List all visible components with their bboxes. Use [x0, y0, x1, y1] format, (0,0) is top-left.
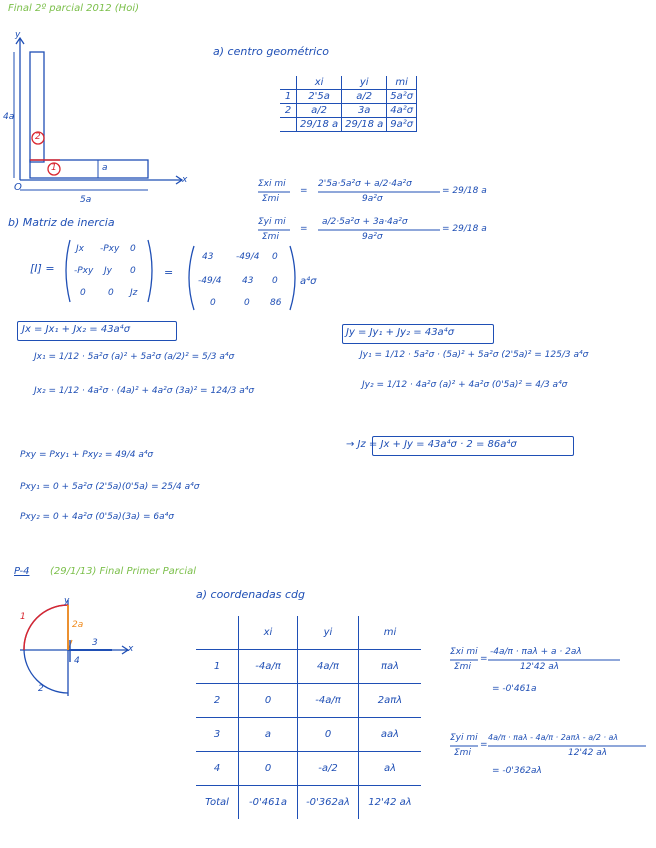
- p2-ycg-den: Σmi: [454, 748, 471, 758]
- matrix-cell: 43: [202, 252, 214, 262]
- table-cell: 12'42 aλ: [359, 786, 422, 820]
- table-cell: a/2: [342, 90, 387, 104]
- table-cell: 2: [280, 104, 297, 118]
- matrix-cell: 0: [244, 298, 250, 308]
- matrix-cell: Jx: [76, 244, 84, 254]
- table-header-row: [280, 76, 417, 90]
- table-cell: 3a: [342, 104, 387, 118]
- width-label: 5a: [80, 195, 92, 205]
- matrix-cell: 0: [80, 288, 86, 298]
- table-row-total: [196, 786, 421, 820]
- p1-xcg-result: = 29/18 a: [442, 186, 487, 196]
- p2-xcg-result: = -0'461a: [492, 684, 537, 694]
- p2-part-a-title: a) coordenadas cdg: [196, 588, 305, 601]
- p2-label: P-4: [14, 566, 30, 577]
- table-cell: -0'362aλ: [298, 786, 359, 820]
- table-row: [196, 718, 421, 752]
- table-cell: 2'5a: [297, 90, 342, 104]
- p2-xcg-rhs-den: 12'42 aλ: [520, 662, 560, 672]
- table-cell: -4a/π: [298, 684, 359, 718]
- table-header-cell: yi: [342, 76, 387, 90]
- table-row: [196, 650, 421, 684]
- p2-y-axis-label: y: [64, 596, 70, 606]
- l-shape-diagram: [14, 38, 182, 190]
- matrix-factor: a⁴σ: [300, 276, 317, 287]
- matrix-cell: 0: [108, 288, 114, 298]
- p1-xcg-rhs-num: 2'5a·5a²σ + a/2·4a²σ: [318, 179, 412, 189]
- matrix-lhs: [I] =: [30, 262, 55, 275]
- p1-ycg-rhs-den: 9a²σ: [362, 232, 383, 242]
- p2-ycg-rhs-num: 4a/π · πaλ - 4a/π · 2aπλ - a/2 · aλ: [488, 733, 619, 742]
- table-cell: [280, 118, 297, 132]
- matrix-cell: 0: [272, 276, 278, 286]
- jx-total: Jx = Jx₁ + Jx₂ = 43a⁴σ: [22, 324, 131, 335]
- table-cell: a/2: [297, 104, 342, 118]
- origin-label: O: [14, 182, 22, 193]
- table-cell: 0: [239, 684, 298, 718]
- p1-ycg-result: = 29/18 a: [442, 224, 487, 234]
- p1-ycg-den: Σmi: [262, 232, 279, 242]
- table-cell: 1: [196, 650, 239, 684]
- table-cell: 4a²σ: [387, 104, 417, 118]
- table-cell: a: [239, 718, 298, 752]
- table-cell: -a/2: [298, 752, 359, 786]
- matrix-cell: Jz: [130, 288, 138, 298]
- jy-total: Jy = Jy₁ + Jy₂ = 43a⁴σ: [346, 327, 455, 338]
- pxy-line: Pxy = Pxy₁ + Pxy₂ = 49/4 a⁴σ: [20, 450, 154, 460]
- table-cell: 3: [196, 718, 239, 752]
- matrix-cell: 0: [272, 252, 278, 262]
- table-header-cell: xi: [239, 616, 298, 650]
- table-cell: 1: [280, 90, 297, 104]
- pxy1-line: Pxy₁ = 0 + 5a²σ (2'5a)(0'5a) = 25/4 a⁴σ: [20, 482, 200, 492]
- matrix-cell: -49/4: [236, 252, 260, 262]
- vertical-bar-part2: [30, 52, 44, 162]
- p2-xcg-rhs-num: -4a/π · πaλ + a · 2aλ: [490, 647, 582, 657]
- table-row: [280, 118, 417, 132]
- y-axis-label: y: [15, 30, 21, 40]
- p2-subtitle: (29/1/13) Final Primer Parcial: [50, 566, 197, 577]
- arc-part1: [24, 605, 68, 650]
- table-row: [280, 104, 417, 118]
- part1-label: 1: [51, 163, 57, 173]
- p2-part2-label: 2: [38, 684, 44, 694]
- table-header-cell: yi: [298, 616, 359, 650]
- p2-ycg-result: = -0'362aλ: [492, 766, 542, 776]
- table-header-cell: mi: [387, 76, 417, 90]
- part2-label: 2: [35, 132, 41, 142]
- table-row: [196, 684, 421, 718]
- table-cell: Total: [196, 786, 239, 820]
- p1-xcg-den: Σmi: [262, 194, 279, 204]
- height-label: 4a: [3, 112, 15, 122]
- matrix-cell: 0: [210, 298, 216, 308]
- table-header-cell: [280, 76, 297, 90]
- jy1-line: Jy₁ = 1/12 · 5a²σ · (5a)² + 5a²σ (2'5a)² = 125/3 a⁴σ: [360, 350, 589, 360]
- table-cell: πaλ: [359, 650, 422, 684]
- p1-part-a-title: a) centro geométrico: [213, 45, 330, 58]
- table-cell: 2: [196, 684, 239, 718]
- p2-xcg-num: Σxi mi: [450, 647, 478, 657]
- semicircle-diagram: [20, 600, 128, 696]
- table-cell: aλ: [359, 752, 422, 786]
- x-axis-label: x: [182, 175, 188, 185]
- table-header-cell: xi: [297, 76, 342, 90]
- table-header-cell: mi: [359, 616, 422, 650]
- table-row: [196, 752, 421, 786]
- matrix-cell: 0: [130, 266, 136, 276]
- table-cell: -4a/π: [239, 650, 298, 684]
- table-cell: 2aπλ: [359, 684, 422, 718]
- table-cell: aaλ: [359, 718, 422, 752]
- p1-xcg-rhs-den: 9a²σ: [362, 194, 383, 204]
- p2-part4-label: 4: [74, 656, 80, 666]
- p2-part1-label: 1: [20, 612, 26, 622]
- matrix-cell: 86: [270, 298, 282, 308]
- table-row: [280, 90, 417, 104]
- table-cell: 4: [196, 752, 239, 786]
- jx2-line: Jx₂ = 1/12 · 4a²σ · (4a)² + 4a²σ (3a)² = 124/3 a⁴σ: [34, 386, 255, 396]
- pxy2-line: Pxy₂ = 0 + 4a²σ (0'5a)(3a) = 6a⁴σ: [20, 512, 174, 522]
- p1-ycg-num: Σyi mi: [258, 217, 286, 227]
- matrix-cell: Jy: [104, 266, 112, 276]
- p2-radius-label: 2a: [72, 620, 84, 630]
- jy2-line: Jy₂ = 1/12 · 4a²σ (a)² + 4a²σ (0'5a)² = 4/3 a⁴σ: [362, 380, 568, 390]
- p1-part-b-title: b) Matriz de inercia: [8, 216, 115, 229]
- p2-centroid-table: [196, 616, 421, 819]
- table-cell: 9a²σ: [387, 118, 417, 132]
- table-header-row: [196, 616, 421, 650]
- p1-ycg-rhs-num: a/2·5a²σ + 3a·4a²σ: [322, 217, 408, 227]
- thickness-label: a: [102, 163, 108, 173]
- p2-ycg-num: Σyi mi: [450, 733, 478, 743]
- matrix-cell: 43: [242, 276, 254, 286]
- table-cell: 0: [298, 718, 359, 752]
- table-cell: -0'461a: [239, 786, 298, 820]
- table-cell: 29/18 a: [342, 118, 387, 132]
- table-cell: 0: [239, 752, 298, 786]
- p2-x-axis-label: x: [128, 644, 134, 654]
- p2-xcg-den: Σmi: [454, 662, 471, 672]
- table-cell: 29/18 a: [297, 118, 342, 132]
- table-cell: 4a/π: [298, 650, 359, 684]
- matrix-cell: -Pxy: [100, 244, 120, 254]
- p1-centroid-table: [280, 76, 417, 132]
- p1-xcg-num: Σxi mi: [258, 179, 286, 189]
- p2-ycg-rhs-den: 12'42 aλ: [568, 748, 608, 758]
- table-cell: 5a²σ: [387, 90, 417, 104]
- matrix-cell: 0: [130, 244, 136, 254]
- jx1-line: Jx₁ = 1/12 · 5a²σ (a)² + 5a²σ (a/2)² = 5/3 a⁴σ: [34, 352, 235, 362]
- table-header-cell: [196, 616, 239, 650]
- matrix-cell: -Pxy: [74, 266, 94, 276]
- matrix-cell: -49/4: [198, 276, 222, 286]
- jz-total: → Jz = Jx + Jy = 43a⁴σ · 2 = 86a⁴σ: [346, 439, 517, 450]
- page-title: Final 2º parcial 2012 (Hoi): [8, 3, 140, 14]
- p2-part3-label: 3: [92, 638, 98, 648]
